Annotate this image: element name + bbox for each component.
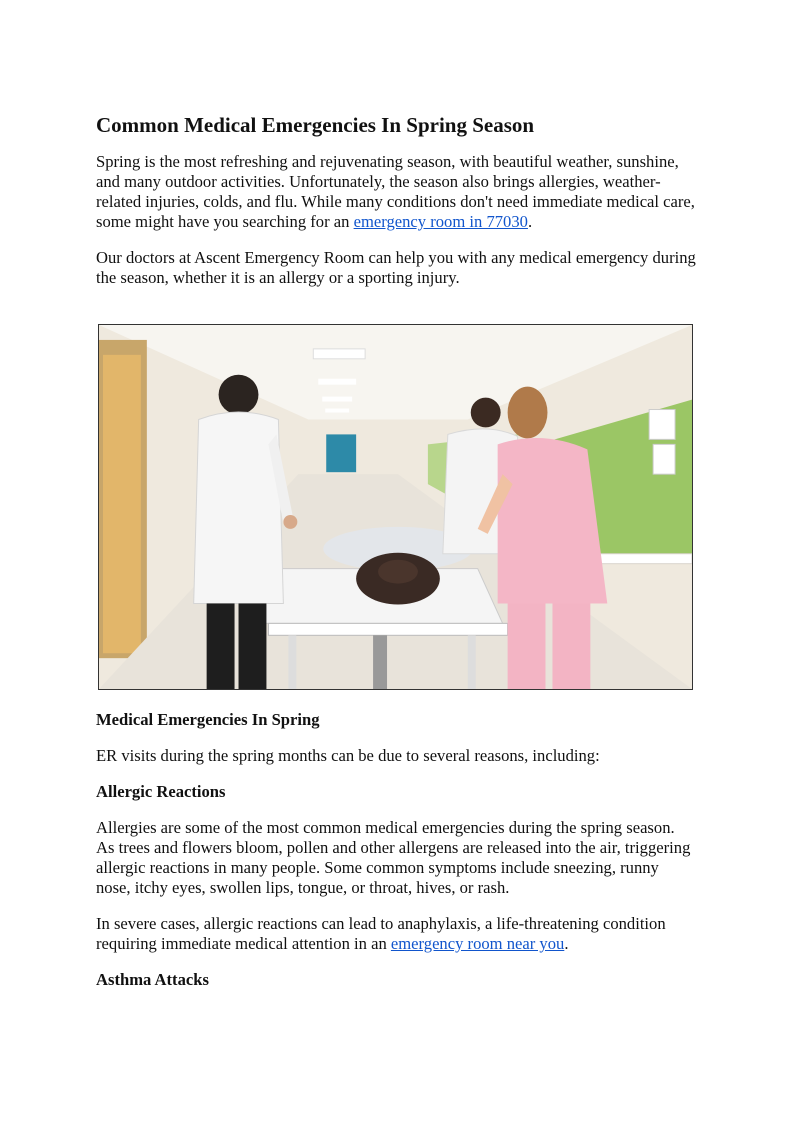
allergic-paragraph-2 xyxy=(96,914,696,954)
allergic-paragraph-2-period: . xyxy=(564,934,569,953)
emergency-room-near-you-link[interactable]: emergency room near you xyxy=(390,934,565,953)
article-body xyxy=(96,112,696,1006)
emergency-room-77030-link[interactable]: emergency room in 77030 xyxy=(353,212,528,231)
heading-allergic-reactions: Allergic Reactions xyxy=(96,782,226,801)
section-intro: ER visits during the spring months can be due to several reasons, including: xyxy=(96,746,600,765)
photo-illustration xyxy=(99,325,692,689)
allergic-paragraph-1: Allergies are some of the most common medical emergencies during the spring season. As trees and flowers bloom, pollen and other allergens are released into the air, triggering allergic reactions in many people. Some common symptoms include sneezing, runny nose, itchy eyes, swollen lips, tongue, or throat, hives, or rash. xyxy=(96,818,691,897)
page-title: Common Medical Emergencies In Spring Season xyxy=(96,113,535,137)
intro-text: Spring is the most refreshing and rejuvenating season, with beautiful weather, sunshine, and many outdoor activities. Unfortunately, the season also brings allergies, weather-related injuries, colds, and flu. While many conditions don't need immediate medical care, some might have you searching for an xyxy=(96,152,695,231)
heading-asthma-attacks: Asthma Attacks xyxy=(96,970,209,989)
intro-period: . xyxy=(527,212,533,231)
intro-paragraph-2: Our doctors at Ascent Emergency Room can help you with any medical emergency during the season, whether it is an allergy or a sporting injury. xyxy=(96,248,696,287)
intro-paragraph xyxy=(96,152,696,232)
hospital-hallway-photo xyxy=(98,324,693,690)
allergic-paragraph-2-text: In severe cases, allergic reactions can lead to anaphylaxis, a life-threatening condition requiring immediate medical attention in an xyxy=(96,914,666,953)
section-heading-medical-emergencies: Medical Emergencies In Spring xyxy=(96,710,320,729)
